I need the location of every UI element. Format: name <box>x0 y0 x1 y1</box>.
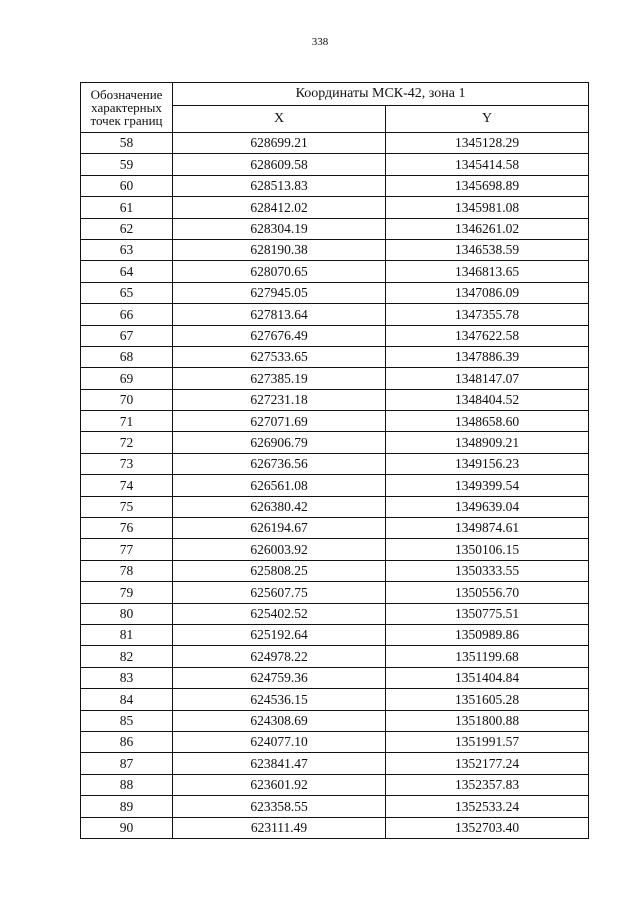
y-cell: 1345414.58 <box>386 154 589 175</box>
point-number-cell: 67 <box>81 325 173 346</box>
point-number-cell: 65 <box>81 282 173 303</box>
y-cell: 1352177.24 <box>386 753 589 774</box>
table-row <box>81 753 589 774</box>
x-cell: 628609.58 <box>173 154 386 175</box>
point-number-cell: 81 <box>81 624 173 645</box>
point-number-cell: 66 <box>81 304 173 325</box>
x-cell: 627071.69 <box>173 411 386 432</box>
table-row <box>81 175 589 196</box>
y-cell: 1352703.40 <box>386 817 589 838</box>
x-cell: 624077.10 <box>173 731 386 752</box>
x-cell: 623111.49 <box>173 817 386 838</box>
table-row <box>81 239 589 260</box>
x-cell: 627676.49 <box>173 325 386 346</box>
x-cell: 626003.92 <box>173 539 386 560</box>
x-cell: 627813.64 <box>173 304 386 325</box>
table-row <box>81 282 589 303</box>
x-cell: 626194.67 <box>173 518 386 539</box>
x-cell: 628070.65 <box>173 261 386 282</box>
x-cell: 628190.38 <box>173 239 386 260</box>
y-cell: 1349399.54 <box>386 475 589 496</box>
table-row <box>81 582 589 603</box>
y-cell: 1347622.58 <box>386 325 589 346</box>
point-number-cell: 73 <box>81 453 173 474</box>
x-header: X <box>173 106 386 133</box>
x-cell: 623601.92 <box>173 774 386 795</box>
point-number-cell: 85 <box>81 710 173 731</box>
table-row <box>81 304 589 325</box>
table-row <box>81 154 589 175</box>
x-cell: 628412.02 <box>173 197 386 218</box>
y-cell: 1349874.61 <box>386 518 589 539</box>
y-cell: 1351404.84 <box>386 667 589 688</box>
table-row <box>81 731 589 752</box>
point-number-cell: 79 <box>81 582 173 603</box>
table-row <box>81 624 589 645</box>
y-cell: 1352533.24 <box>386 796 589 817</box>
y-cell: 1350106.15 <box>386 539 589 560</box>
table-row <box>81 817 589 838</box>
x-cell: 624978.22 <box>173 646 386 667</box>
x-cell: 627385.19 <box>173 368 386 389</box>
y-cell: 1350556.70 <box>386 582 589 603</box>
point-number-cell: 72 <box>81 432 173 453</box>
y-cell: 1346538.59 <box>386 239 589 260</box>
point-number-cell: 86 <box>81 731 173 752</box>
y-cell: 1346813.65 <box>386 261 589 282</box>
coordinates-table <box>80 82 589 839</box>
x-cell: 626906.79 <box>173 432 386 453</box>
x-cell: 624759.36 <box>173 667 386 688</box>
y-cell: 1351605.28 <box>386 689 589 710</box>
y-cell: 1349639.04 <box>386 496 589 517</box>
x-cell: 627945.05 <box>173 282 386 303</box>
x-cell: 623841.47 <box>173 753 386 774</box>
point-number-cell: 84 <box>81 689 173 710</box>
point-number-cell: 80 <box>81 603 173 624</box>
x-cell: 627231.18 <box>173 389 386 410</box>
table-row <box>81 603 589 624</box>
table-row <box>81 411 589 432</box>
point-number-cell: 63 <box>81 239 173 260</box>
y-cell: 1345698.89 <box>386 175 589 196</box>
point-number-cell: 87 <box>81 753 173 774</box>
table-row <box>81 710 589 731</box>
table-row <box>81 796 589 817</box>
y-cell: 1350989.86 <box>386 624 589 645</box>
y-cell: 1345981.08 <box>386 197 589 218</box>
y-cell: 1351800.88 <box>386 710 589 731</box>
x-cell: 628513.83 <box>173 175 386 196</box>
point-number-cell: 68 <box>81 346 173 367</box>
table-row <box>81 646 589 667</box>
x-cell: 626736.56 <box>173 453 386 474</box>
point-number-cell: 60 <box>81 175 173 196</box>
x-cell: 626561.08 <box>173 475 386 496</box>
table-row <box>81 389 589 410</box>
y-cell: 1351199.68 <box>386 646 589 667</box>
y-cell: 1352357.83 <box>386 774 589 795</box>
x-cell: 625808.25 <box>173 560 386 581</box>
y-cell: 1351991.57 <box>386 731 589 752</box>
point-number-cell: 88 <box>81 774 173 795</box>
table-row <box>81 261 589 282</box>
y-cell: 1347086.09 <box>386 282 589 303</box>
point-number-cell: 78 <box>81 560 173 581</box>
point-number-cell: 64 <box>81 261 173 282</box>
point-number-cell: 90 <box>81 817 173 838</box>
table-row <box>81 197 589 218</box>
table-row <box>81 774 589 795</box>
table-row <box>81 475 589 496</box>
x-cell: 628699.21 <box>173 133 386 154</box>
y-cell: 1348658.60 <box>386 411 589 432</box>
y-cell: 1348147.07 <box>386 368 589 389</box>
table-row <box>81 432 589 453</box>
x-cell: 623358.55 <box>173 796 386 817</box>
x-cell: 626380.42 <box>173 496 386 517</box>
point-number-cell: 69 <box>81 368 173 389</box>
designation-header: Обозначение характерных точек границ <box>81 83 173 133</box>
table-row <box>81 560 589 581</box>
point-number-cell: 70 <box>81 389 173 410</box>
point-number-cell: 83 <box>81 667 173 688</box>
point-number-cell: 77 <box>81 539 173 560</box>
coordinates-group-header: Координаты МСК-42, зона 1 <box>173 83 589 106</box>
table-row <box>81 368 589 389</box>
table-row <box>81 325 589 346</box>
x-cell: 625192.64 <box>173 624 386 645</box>
page-number: 338 <box>311 36 329 48</box>
point-number-cell: 76 <box>81 518 173 539</box>
point-number-cell: 59 <box>81 154 173 175</box>
table-row <box>81 518 589 539</box>
y-cell: 1347886.39 <box>386 346 589 367</box>
y-cell: 1346261.02 <box>386 218 589 239</box>
table-row <box>81 667 589 688</box>
y-cell: 1349156.23 <box>386 453 589 474</box>
x-cell: 624536.15 <box>173 689 386 710</box>
y-cell: 1348404.52 <box>386 389 589 410</box>
point-number-cell: 62 <box>81 218 173 239</box>
point-number-cell: 89 <box>81 796 173 817</box>
table-row <box>81 539 589 560</box>
x-cell: 628304.19 <box>173 218 386 239</box>
table-row <box>81 496 589 517</box>
table-body <box>81 133 589 839</box>
x-cell: 624308.69 <box>173 710 386 731</box>
table-row <box>81 218 589 239</box>
table-row <box>81 453 589 474</box>
point-number-cell: 61 <box>81 197 173 218</box>
point-number-cell: 58 <box>81 133 173 154</box>
table-row <box>81 346 589 367</box>
y-cell: 1345128.29 <box>386 133 589 154</box>
point-number-cell: 75 <box>81 496 173 517</box>
point-number-cell: 82 <box>81 646 173 667</box>
y-cell: 1347355.78 <box>386 304 589 325</box>
x-cell: 627533.65 <box>173 346 386 367</box>
point-number-cell: 74 <box>81 475 173 496</box>
x-cell: 625402.52 <box>173 603 386 624</box>
table-row <box>81 689 589 710</box>
y-cell: 1348909.21 <box>386 432 589 453</box>
x-cell: 625607.75 <box>173 582 386 603</box>
y-cell: 1350333.55 <box>386 560 589 581</box>
y-cell: 1350775.51 <box>386 603 589 624</box>
table-row <box>81 133 589 154</box>
y-header: Y <box>386 106 589 133</box>
point-number-cell: 71 <box>81 411 173 432</box>
